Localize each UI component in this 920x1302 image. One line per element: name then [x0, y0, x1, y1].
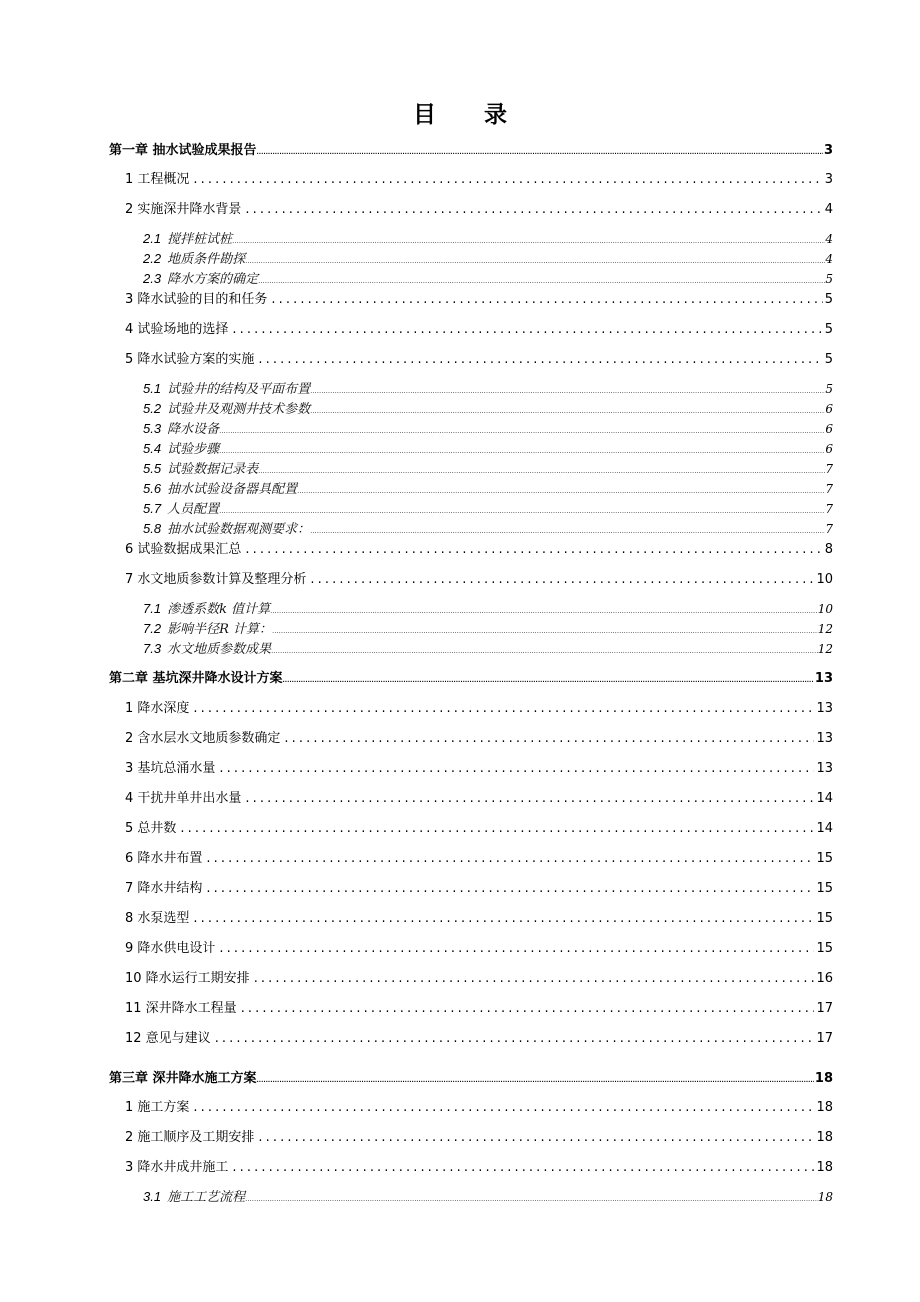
toc-page: 18	[816, 1130, 833, 1145]
toc-label: 影响半径R 计算：	[167, 622, 272, 636]
toc-leader	[258, 462, 825, 476]
toc-leader	[206, 881, 814, 896]
toc-subentry[interactable]	[143, 498, 833, 516]
toc-entry[interactable]	[125, 967, 833, 987]
toc-number: 5.8	[143, 521, 162, 536]
toc-page: 7	[825, 462, 833, 476]
toc-label: 3 基坑总涌水量	[125, 761, 216, 776]
toc-leader	[271, 642, 818, 656]
toc-leader	[193, 701, 814, 716]
toc-page: 14	[816, 821, 833, 836]
toc-number: 7.2	[143, 621, 162, 636]
toc-label: 9 降水供电设计	[125, 941, 216, 956]
toc-chapter-2[interactable]	[109, 667, 833, 685]
toc-number: 2.3	[143, 271, 162, 286]
toc-leader	[193, 911, 814, 926]
toc-entry[interactable]	[125, 907, 833, 927]
toc-subentry[interactable]	[143, 418, 833, 436]
toc-leader	[245, 202, 822, 217]
toc-leader	[241, 1001, 815, 1016]
toc-label: 抽水试验设备器具配置	[167, 482, 298, 496]
toc-leader	[310, 402, 825, 416]
toc-number: 5.4	[143, 441, 162, 456]
toc-label: 5 降水试验方案的实施	[125, 352, 255, 367]
toc-label: 7 水文地质参数计算及整理分析	[125, 572, 307, 587]
toc-subentry[interactable]	[143, 398, 833, 416]
toc-page: 7	[825, 502, 833, 516]
toc-label: 抽水试验数据观测要求：	[167, 522, 311, 536]
toc-page: 10	[816, 572, 833, 587]
toc-label: 1 降水深度	[125, 701, 190, 716]
toc-entry[interactable]	[125, 817, 833, 837]
toc-leader	[310, 572, 814, 587]
toc-label: 水文地质参数成果	[167, 642, 272, 656]
toc-entry[interactable]	[125, 937, 833, 957]
toc-label: 第三章 深井降水施工方案	[109, 1071, 257, 1085]
toc-leader	[245, 542, 822, 557]
toc-page: 15	[816, 911, 833, 926]
toc-page: 3	[823, 143, 833, 157]
toc-page: 18	[817, 1190, 833, 1204]
toc-number: 5.5	[143, 461, 162, 476]
toc-label: 4 干扰井单井出水量	[125, 791, 242, 806]
toc-label: 2 含水层水文地质参数确定	[125, 731, 281, 746]
toc-page: 13	[816, 731, 833, 746]
page-title: 目 录	[412, 101, 527, 128]
toc-subentry[interactable]	[143, 598, 833, 616]
toc-leader	[193, 172, 822, 187]
toc-label: 1 工程概况	[125, 172, 190, 187]
toc-number: 5.7	[143, 501, 162, 516]
toc-number: 7.3	[143, 641, 162, 656]
toc-label: 4 试验场地的选择	[125, 322, 229, 337]
toc-subentry[interactable]	[143, 638, 833, 656]
toc-leader	[297, 482, 825, 496]
toc-subentry[interactable]	[143, 378, 833, 396]
toc-page: 4	[825, 232, 833, 246]
toc-page: 13	[816, 761, 833, 776]
toc-entry[interactable]	[125, 1126, 833, 1146]
toc-page: 12	[817, 622, 833, 636]
toc-leader	[219, 502, 825, 516]
toc-subentry[interactable]	[143, 618, 833, 636]
toc-page: 3	[824, 172, 833, 187]
toc-page: 6	[825, 402, 833, 416]
toc-leader	[258, 352, 822, 367]
toc-page: 7	[825, 482, 833, 496]
toc-label: 人员配置	[167, 502, 220, 516]
toc-subentry[interactable]	[143, 268, 833, 286]
toc-entry[interactable]	[125, 727, 833, 747]
toc-entry[interactable]	[125, 1096, 833, 1116]
toc-page: 15	[816, 881, 833, 896]
toc-leader	[245, 791, 814, 806]
toc-page: 18	[816, 1160, 833, 1175]
toc-label: 12 意见与建议	[125, 1031, 211, 1046]
toc-entry[interactable]	[125, 168, 833, 188]
toc-label: 1 施工方案	[125, 1100, 190, 1115]
toc-subentry[interactable]	[143, 458, 833, 476]
toc-label: 第一章 抽水试验成果报告	[109, 143, 257, 157]
toc-leader	[232, 322, 822, 337]
toc-entry[interactable]	[125, 1027, 833, 1047]
toc-page: 4	[824, 202, 833, 217]
toc-leader	[310, 522, 825, 536]
toc-number: 3.1	[143, 1189, 162, 1204]
toc-leader	[258, 1130, 814, 1145]
toc-leader	[258, 272, 825, 286]
toc-label: 试验井的结构及平面布置	[167, 382, 311, 396]
toc-entry[interactable]	[125, 318, 833, 338]
toc-entry[interactable]	[125, 348, 833, 368]
toc-page: 5	[824, 352, 833, 367]
toc-label: 试验井及观测井技术参数	[167, 402, 311, 416]
toc-label: 3 降水井成井施工	[125, 1160, 229, 1175]
toc-leader	[245, 252, 825, 266]
toc-label: 10 降水运行工期安排	[125, 971, 250, 986]
toc-label: 试验数据记录表	[167, 462, 259, 476]
toc-page: 12	[817, 642, 833, 656]
toc-label: 3 降水试验的目的和任务	[125, 292, 268, 307]
toc-page: 15	[816, 851, 833, 866]
toc-entry[interactable]	[125, 877, 833, 897]
toc-number: 5.2	[143, 401, 162, 416]
toc-leader	[215, 1031, 815, 1046]
toc-entry[interactable]	[125, 198, 833, 218]
toc-leader	[180, 821, 814, 836]
toc-leader	[271, 292, 822, 307]
toc-label: 7 降水井结构	[125, 881, 203, 896]
toc-leader	[283, 671, 814, 685]
toc-leader	[219, 442, 825, 456]
toc-page: 6	[825, 442, 833, 456]
toc-entry[interactable]	[125, 787, 833, 807]
toc-label: 渗透系数k 值计算	[167, 602, 271, 616]
toc-number: 5.1	[143, 381, 162, 396]
toc-label: 降水设备	[167, 422, 220, 436]
toc-page: 16	[816, 971, 833, 986]
toc-page: 18	[814, 1071, 833, 1085]
toc-label: 试验步骤	[167, 442, 220, 456]
toc-chapter-3[interactable]	[109, 1067, 833, 1085]
toc-page: 15	[816, 941, 833, 956]
toc-page: 13	[814, 671, 833, 685]
toc-number: 2.2	[143, 251, 162, 266]
toc-leader	[219, 422, 825, 436]
toc-label: 11 深井降水工程量	[125, 1001, 237, 1016]
toc-page: 6	[825, 422, 833, 436]
toc-leader	[219, 941, 814, 956]
toc-label: 6 降水井布置	[125, 851, 203, 866]
toc-chapter-1[interactable]	[109, 139, 833, 157]
toc-leader	[257, 1071, 814, 1085]
toc-page: 5	[824, 292, 833, 307]
toc-page: 5	[825, 272, 833, 286]
toc-page: 10	[817, 602, 833, 616]
toc-label: 2 实施深井降水背景	[125, 202, 242, 217]
toc-entry[interactable]	[125, 538, 833, 558]
toc-leader	[245, 1190, 818, 1204]
toc-leader	[232, 232, 825, 246]
toc-leader	[219, 761, 814, 776]
toc-entry[interactable]	[125, 288, 833, 308]
toc-entry[interactable]	[125, 697, 833, 717]
toc-leader	[206, 851, 814, 866]
toc-subentry[interactable]	[143, 438, 833, 456]
toc-page: 18	[816, 1100, 833, 1115]
toc-subentry[interactable]	[143, 248, 833, 266]
toc-label: 施工工艺流程	[167, 1190, 246, 1204]
toc-subentry[interactable]	[143, 518, 833, 536]
toc-number: 7.1	[143, 601, 162, 616]
toc-number: 5.3	[143, 421, 162, 436]
toc-entry[interactable]	[125, 1156, 833, 1176]
toc-entry[interactable]	[125, 568, 833, 588]
toc-page: 4	[825, 252, 833, 266]
toc-number: 5.6	[143, 481, 162, 496]
toc-entry[interactable]	[125, 847, 833, 867]
toc-subentry[interactable]	[143, 228, 833, 246]
toc-number: 2.1	[143, 231, 162, 246]
toc-page: 17	[816, 1001, 833, 1016]
toc-label: 8 水泵选型	[125, 911, 190, 926]
toc-page: 14	[816, 791, 833, 806]
toc-leader	[270, 602, 818, 616]
toc-leader	[254, 971, 815, 986]
toc-entry[interactable]	[125, 757, 833, 777]
toc-page: 7	[825, 522, 833, 536]
toc-label: 5 总井数	[125, 821, 177, 836]
toc-page: 5	[824, 322, 833, 337]
toc-page: 13	[816, 701, 833, 716]
toc-subentry[interactable]	[143, 1186, 833, 1204]
toc-label: 第二章 基坑深井降水设计方案	[109, 671, 283, 685]
toc-leader	[272, 622, 818, 636]
toc-leader	[284, 731, 814, 746]
toc-page: 17	[816, 1031, 833, 1046]
toc-leader	[310, 382, 825, 396]
toc-leader	[232, 1160, 814, 1175]
toc-leader	[193, 1100, 814, 1115]
toc-leader	[257, 143, 823, 157]
toc-label: 地质条件勘探	[167, 252, 246, 266]
toc-entry[interactable]	[125, 997, 833, 1017]
toc-label: 搅拌桩试桩	[167, 232, 233, 246]
toc-page: 5	[825, 382, 833, 396]
toc-label: 6 试验数据成果汇总	[125, 542, 242, 557]
toc-subentry[interactable]	[143, 478, 833, 496]
toc-label: 降水方案的确定	[167, 272, 259, 286]
toc-label: 2 施工顺序及工期安排	[125, 1130, 255, 1145]
toc-page: 8	[824, 542, 833, 557]
